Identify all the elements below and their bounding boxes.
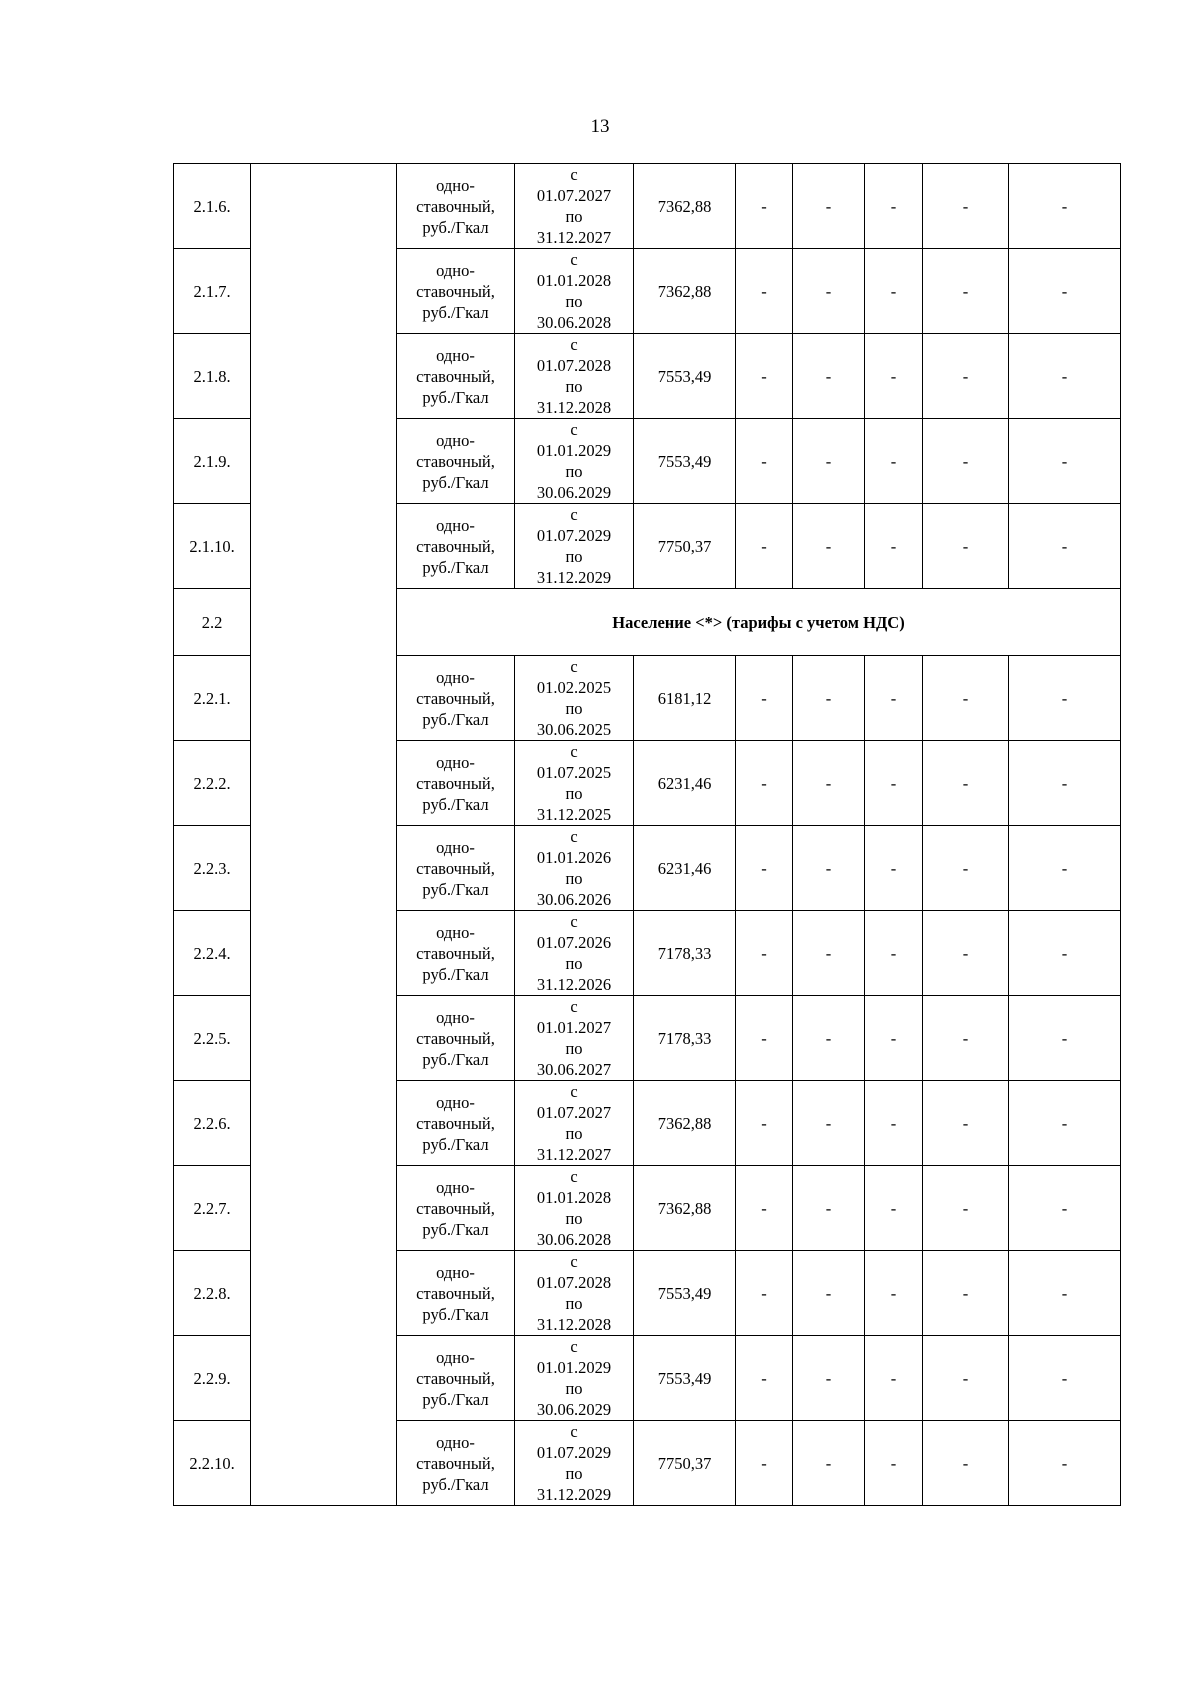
empty-value: -	[865, 1081, 923, 1166]
tariff-type-line: руб./Гкал	[422, 1389, 489, 1409]
tariff-period-line: 01.07.2027	[536, 186, 612, 205]
tariff-type-line: руб./Гкал	[422, 879, 489, 899]
empty-value: -	[1009, 656, 1121, 741]
empty-value: -	[793, 656, 865, 741]
empty-value: -	[923, 741, 1009, 826]
tariff-type-line: руб./Гкал	[422, 472, 489, 492]
tariff-type-line: руб./Гкал	[422, 557, 489, 577]
tariff-type	[397, 741, 515, 826]
tariff-period-line: с	[570, 420, 578, 439]
tariff-period-line: 01.07.2028	[536, 356, 612, 375]
tariff-value: 7553,49	[634, 334, 736, 419]
tariff-period-line: с	[570, 1422, 578, 1441]
empty-value: -	[793, 1081, 865, 1166]
tariff-type-line: ставочный,	[416, 688, 495, 708]
tariff-period	[515, 334, 634, 419]
empty-value: -	[923, 911, 1009, 996]
tariff-period-line: с	[570, 742, 578, 761]
empty-value: -	[865, 911, 923, 996]
tariff-value: 6231,46	[634, 826, 736, 911]
tariff-value: 7362,88	[634, 1166, 736, 1251]
empty-value: -	[923, 656, 1009, 741]
empty-value: -	[865, 1166, 923, 1251]
tariff-type-line: руб./Гкал	[422, 1304, 489, 1324]
row-number: 2.1.7.	[174, 249, 251, 334]
tariff-type	[397, 164, 515, 249]
empty-value: -	[865, 1421, 923, 1506]
tariff-period-line: с	[570, 1252, 578, 1271]
tariff-type-line: руб./Гкал	[422, 1134, 489, 1154]
tariff-type-line: ставочный,	[416, 858, 495, 878]
tariff-period-line: по	[565, 699, 583, 718]
empty-value: -	[736, 1081, 793, 1166]
section-number: 2.2	[174, 589, 251, 656]
tariff-period-line: по	[565, 1294, 583, 1313]
empty-value: -	[865, 164, 923, 249]
empty-value: -	[793, 504, 865, 589]
tariff-type	[397, 1166, 515, 1251]
empty-value: -	[1009, 1081, 1121, 1166]
tariff-type-line: ставочный,	[416, 451, 495, 471]
tariff-period	[515, 1336, 634, 1421]
tariff-value: 6231,46	[634, 741, 736, 826]
tariff-period	[515, 656, 634, 741]
empty-value: -	[736, 1336, 793, 1421]
tariff-period-line: 31.12.2027	[536, 228, 612, 247]
empty-value: -	[1009, 911, 1121, 996]
tariff-period-line: 30.06.2027	[536, 1060, 612, 1079]
tariff-type-line: руб./Гкал	[422, 302, 489, 322]
tariff-period-line: 01.01.2029	[536, 1358, 612, 1377]
tariff-period	[515, 419, 634, 504]
empty-value: -	[1009, 1421, 1121, 1506]
tariff-type-line: одно-	[436, 1007, 475, 1027]
row-number: 2.1.10.	[174, 504, 251, 589]
empty-value: -	[736, 334, 793, 419]
tariff-period-line: 01.01.2026	[536, 848, 612, 867]
tariff-value: 7362,88	[634, 164, 736, 249]
tariff-period-line: 30.06.2029	[536, 483, 612, 502]
organization-cell	[251, 164, 397, 1506]
tariff-period-line: по	[565, 207, 583, 226]
empty-value: -	[736, 249, 793, 334]
row-number: 2.2.8.	[174, 1251, 251, 1336]
tariff-period	[515, 164, 634, 249]
tariff-type-line: одно-	[436, 175, 475, 195]
tariff-type-line: одно-	[436, 1347, 475, 1367]
tariff-period-line: 31.12.2028	[536, 398, 612, 417]
tariff-period-line: с	[570, 912, 578, 931]
empty-value: -	[736, 1421, 793, 1506]
tariff-period-line: с	[570, 1082, 578, 1101]
empty-value: -	[865, 826, 923, 911]
empty-value: -	[793, 249, 865, 334]
row-number: 2.2.1.	[174, 656, 251, 741]
empty-value: -	[793, 996, 865, 1081]
tariff-type	[397, 911, 515, 996]
tariff-type	[397, 1421, 515, 1506]
tariff-value: 7178,33	[634, 996, 736, 1081]
empty-value: -	[736, 911, 793, 996]
empty-value: -	[793, 826, 865, 911]
tariff-type-line: одно-	[436, 260, 475, 280]
empty-value: -	[793, 1336, 865, 1421]
tariff-period-line: 01.07.2027	[536, 1103, 612, 1122]
tariff-period-line: с	[570, 827, 578, 846]
row-number: 2.2.3.	[174, 826, 251, 911]
tariff-type-line: ставочный,	[416, 536, 495, 556]
tariff-period-line: по	[565, 1464, 583, 1483]
tariff-period-line: по	[565, 1039, 583, 1058]
tariff-period-line: 31.12.2029	[536, 1485, 612, 1504]
tariff-period	[515, 1081, 634, 1166]
empty-value: -	[793, 911, 865, 996]
row-number: 2.1.9.	[174, 419, 251, 504]
tariff-type-line: одно-	[436, 430, 475, 450]
empty-value: -	[865, 249, 923, 334]
tariff-period-line: 31.12.2027	[536, 1145, 612, 1164]
tariff-type-line: одно-	[436, 515, 475, 535]
empty-value: -	[923, 1421, 1009, 1506]
tariff-period-line: 01.01.2028	[536, 271, 612, 290]
tariff-period-line: 01.07.2029	[536, 1443, 612, 1462]
tariff-type-line: руб./Гкал	[422, 709, 489, 729]
tariff-type-line: ставочный,	[416, 1283, 495, 1303]
tariff-period-line: по	[565, 292, 583, 311]
tariff-type-line: ставочный,	[416, 773, 495, 793]
tariff-type	[397, 826, 515, 911]
tariff-type-line: руб./Гкал	[422, 387, 489, 407]
section-title: Население <*> (тарифы с учетом НДС)	[397, 589, 1121, 656]
empty-value: -	[793, 1251, 865, 1336]
table-row	[174, 164, 1121, 249]
tariff-period-line: 01.07.2025	[536, 763, 612, 782]
tariff-type	[397, 1336, 515, 1421]
tariff-period	[515, 504, 634, 589]
row-number: 2.2.2.	[174, 741, 251, 826]
empty-value: -	[1009, 504, 1121, 589]
tariff-value: 7553,49	[634, 1251, 736, 1336]
row-number: 2.1.8.	[174, 334, 251, 419]
empty-value: -	[793, 1166, 865, 1251]
tariff-value: 7178,33	[634, 911, 736, 996]
empty-value: -	[1009, 1336, 1121, 1421]
tariff-table	[173, 163, 1121, 1506]
empty-value: -	[1009, 249, 1121, 334]
tariff-period-line: по	[565, 1209, 583, 1228]
tariff-type-line: ставочный,	[416, 1368, 495, 1388]
tariff-period	[515, 911, 634, 996]
empty-value: -	[1009, 741, 1121, 826]
tariff-type-line: ставочный,	[416, 1028, 495, 1048]
tariff-type-line: одно-	[436, 1432, 475, 1452]
row-number: 2.2.4.	[174, 911, 251, 996]
tariff-period-line: по	[565, 377, 583, 396]
empty-value: -	[923, 826, 1009, 911]
empty-value: -	[793, 334, 865, 419]
tariff-type-line: одно-	[436, 345, 475, 365]
tariff-type	[397, 249, 515, 334]
tariff-period-line: с	[570, 997, 578, 1016]
tariff-period-line: 30.06.2026	[536, 890, 612, 909]
tariff-value: 7750,37	[634, 504, 736, 589]
row-number: 2.1.6.	[174, 164, 251, 249]
tariff-type-line: ставочный,	[416, 1198, 495, 1218]
tariff-type-line: руб./Гкал	[422, 1049, 489, 1069]
tariff-period-line: с	[570, 657, 578, 676]
tariff-period-line: с	[570, 1337, 578, 1356]
tariff-period	[515, 249, 634, 334]
tariff-type-line: руб./Гкал	[422, 1474, 489, 1494]
tariff-type-line: одно-	[436, 1092, 475, 1112]
tariff-period-line: с	[570, 335, 578, 354]
empty-value: -	[1009, 1166, 1121, 1251]
empty-value: -	[923, 419, 1009, 504]
empty-value: -	[923, 996, 1009, 1081]
empty-value: -	[923, 334, 1009, 419]
tariff-period-line: по	[565, 547, 583, 566]
tariff-period-line: 31.12.2029	[536, 568, 612, 587]
empty-value: -	[736, 826, 793, 911]
empty-value: -	[865, 1336, 923, 1421]
empty-value: -	[865, 419, 923, 504]
tariff-type	[397, 1081, 515, 1166]
tariff-period-line: 01.07.2028	[536, 1273, 612, 1292]
tariff-period-line: 01.07.2029	[536, 526, 612, 545]
tariff-type-line: ставочный,	[416, 1113, 495, 1133]
tariff-period-line: по	[565, 462, 583, 481]
empty-value: -	[736, 504, 793, 589]
tariff-value: 7553,49	[634, 1336, 736, 1421]
tariff-period-line: с	[570, 1167, 578, 1186]
tariff-period	[515, 996, 634, 1081]
tariff-period-line: 31.12.2028	[536, 1315, 612, 1334]
tariff-type-line: руб./Гкал	[422, 217, 489, 237]
empty-value: -	[865, 504, 923, 589]
empty-value: -	[923, 249, 1009, 334]
tariff-period	[515, 1166, 634, 1251]
tariff-period-line: с	[570, 250, 578, 269]
tariff-value: 6181,12	[634, 656, 736, 741]
page-number: 13	[590, 116, 610, 137]
empty-value: -	[736, 996, 793, 1081]
empty-value: -	[793, 164, 865, 249]
tariff-type	[397, 656, 515, 741]
empty-value: -	[923, 504, 1009, 589]
tariff-type-line: одно-	[436, 922, 475, 942]
row-number: 2.2.9.	[174, 1336, 251, 1421]
tariff-value: 7362,88	[634, 1081, 736, 1166]
empty-value: -	[1009, 419, 1121, 504]
tariff-period-line: 01.07.2026	[536, 933, 612, 952]
empty-value: -	[923, 1336, 1009, 1421]
tariff-period-line: 31.12.2026	[536, 975, 612, 994]
tariff-type-line: ставочный,	[416, 196, 495, 216]
tariff-type	[397, 996, 515, 1081]
tariff-period	[515, 1421, 634, 1506]
empty-value: -	[1009, 1251, 1121, 1336]
empty-value: -	[865, 996, 923, 1081]
row-number: 2.2.6.	[174, 1081, 251, 1166]
tariff-period-line: 30.06.2028	[536, 1230, 612, 1249]
tariff-type-line: ставочный,	[416, 281, 495, 301]
empty-value: -	[865, 656, 923, 741]
tariff-period-line: по	[565, 954, 583, 973]
tariff-type-line: ставочный,	[416, 943, 495, 963]
tariff-period-line: с	[570, 165, 578, 184]
empty-value: -	[923, 1166, 1009, 1251]
tariff-period	[515, 741, 634, 826]
tariff-type	[397, 419, 515, 504]
tariff-type-line: одно-	[436, 1262, 475, 1282]
tariff-type	[397, 334, 515, 419]
empty-value: -	[736, 1166, 793, 1251]
tariff-type	[397, 1251, 515, 1336]
row-number: 2.2.5.	[174, 996, 251, 1081]
tariff-type-line: одно-	[436, 667, 475, 687]
tariff-value: 7362,88	[634, 249, 736, 334]
empty-value: -	[736, 741, 793, 826]
empty-value: -	[865, 334, 923, 419]
empty-value: -	[865, 1251, 923, 1336]
empty-value: -	[1009, 334, 1121, 419]
tariff-period-line: по	[565, 784, 583, 803]
tariff-type-line: ставочный,	[416, 366, 495, 386]
tariff-period-line: 01.01.2027	[536, 1018, 612, 1037]
tariff-period-line: по	[565, 869, 583, 888]
empty-value: -	[736, 1251, 793, 1336]
tariff-period	[515, 826, 634, 911]
tariff-type	[397, 504, 515, 589]
tariff-type-line: одно-	[436, 752, 475, 772]
tariff-period-line: 30.06.2025	[536, 720, 612, 739]
tariff-period-line: с	[570, 505, 578, 524]
tariff-type-line: одно-	[436, 837, 475, 857]
tariff-type-line: руб./Гкал	[422, 1219, 489, 1239]
empty-value: -	[793, 419, 865, 504]
empty-value: -	[923, 1081, 1009, 1166]
tariff-period-line: 01.02.2025	[536, 678, 612, 697]
row-number: 2.2.7.	[174, 1166, 251, 1251]
empty-value: -	[736, 419, 793, 504]
tariff-period-line: 31.12.2025	[536, 805, 612, 824]
tariff-period-line: 01.01.2028	[536, 1188, 612, 1207]
empty-value: -	[923, 164, 1009, 249]
empty-value: -	[736, 164, 793, 249]
tariff-period-line: по	[565, 1124, 583, 1143]
empty-value: -	[1009, 996, 1121, 1081]
empty-value: -	[1009, 826, 1121, 911]
row-number: 2.2.10.	[174, 1421, 251, 1506]
tariff-period-line: по	[565, 1379, 583, 1398]
tariff-type-line: руб./Гкал	[422, 964, 489, 984]
tariff-period	[515, 1251, 634, 1336]
tariff-type-line: руб./Гкал	[422, 794, 489, 814]
empty-value: -	[736, 656, 793, 741]
tariff-type-line: ставочный,	[416, 1453, 495, 1473]
empty-value: -	[1009, 164, 1121, 249]
tariff-period-line: 30.06.2028	[536, 313, 612, 332]
tariff-type-line: одно-	[436, 1177, 475, 1197]
empty-value: -	[865, 741, 923, 826]
tariff-value: 7750,37	[634, 1421, 736, 1506]
tariff-period-line: 30.06.2029	[536, 1400, 612, 1419]
empty-value: -	[923, 1251, 1009, 1336]
tariff-value: 7553,49	[634, 419, 736, 504]
empty-value: -	[793, 1421, 865, 1506]
empty-value: -	[793, 741, 865, 826]
tariff-period-line: 01.01.2029	[536, 441, 612, 460]
